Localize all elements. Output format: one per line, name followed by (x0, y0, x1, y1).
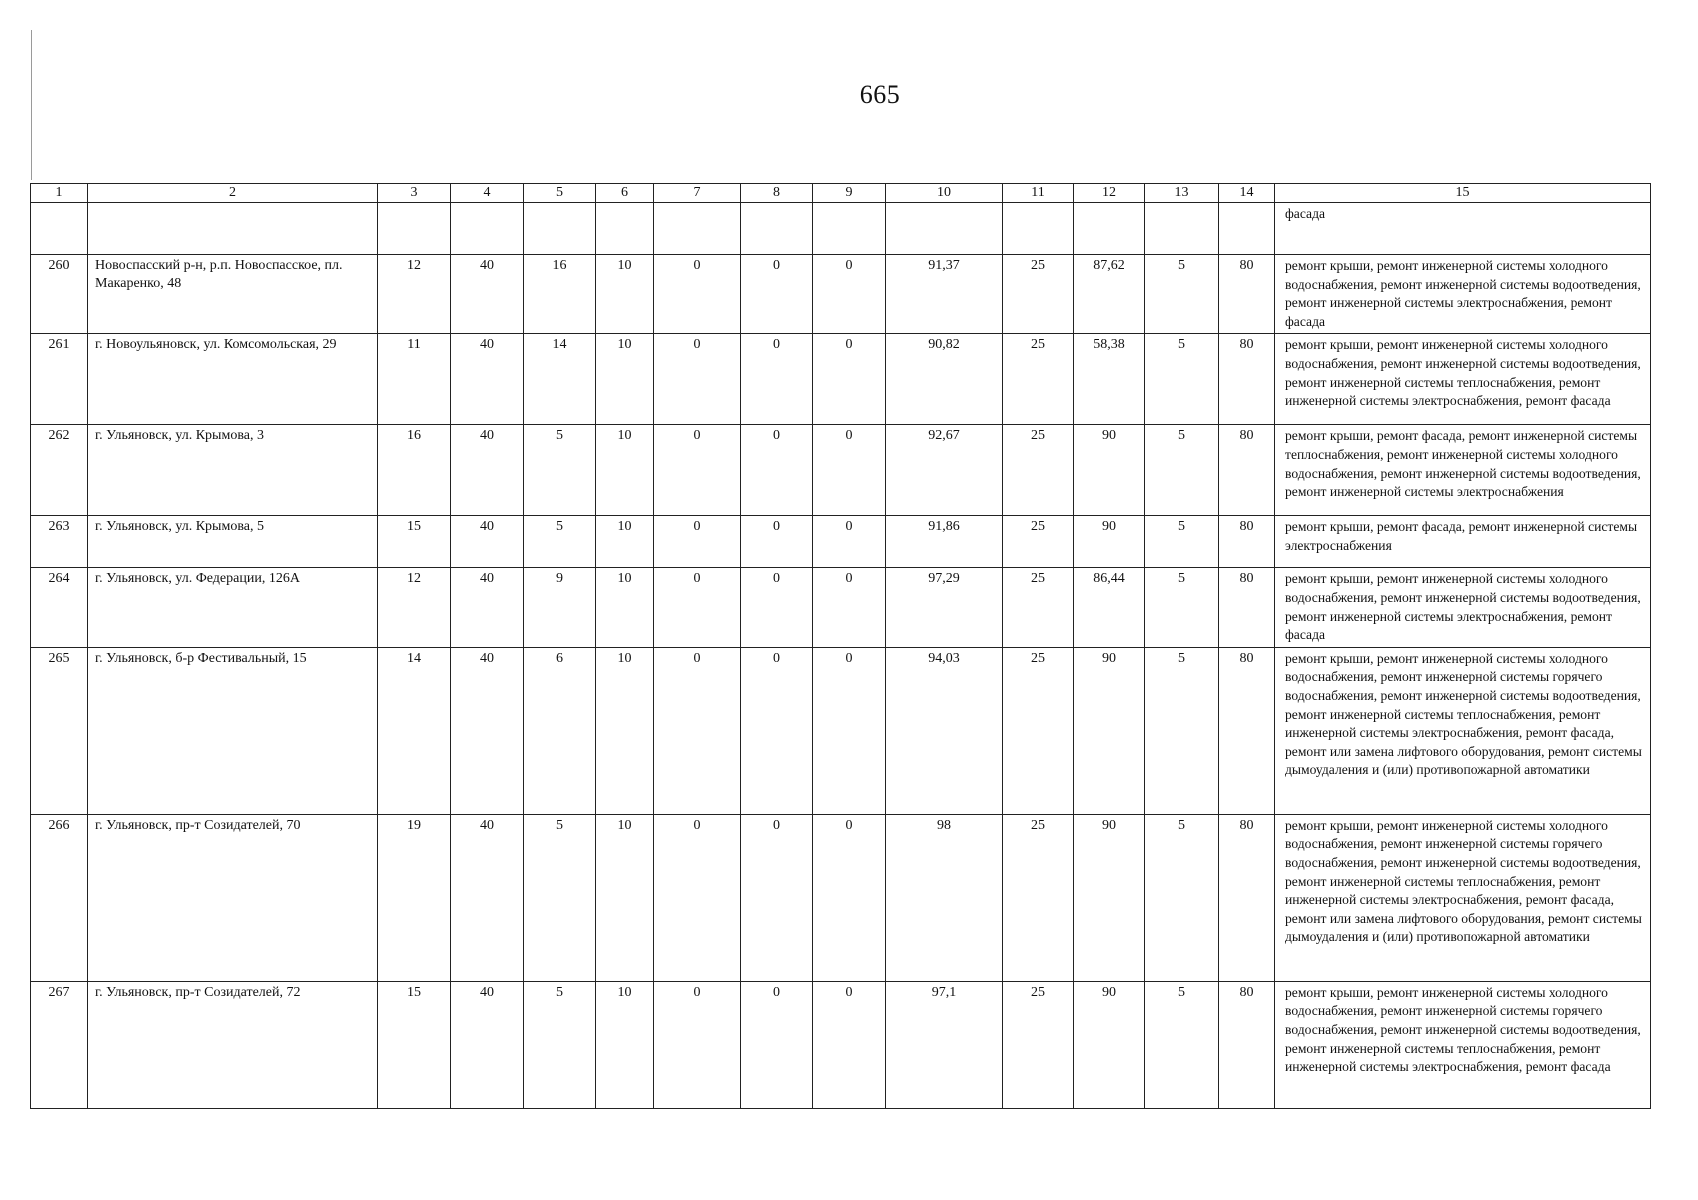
column-number: 15 (1275, 184, 1651, 203)
table-cell: 80 (1219, 981, 1275, 1108)
row-number: 263 (31, 516, 88, 568)
works-cell: ремонт крыши, ремонт инженерной системы холодного водоснабжения, ремонт инженерной системы горячего водоснабжения, ремонт инженерной системы водоотведения, ремонт инженерной системы теплоснабжения, ремонт инженерной системы электроснабжения, ремонт фасада, ремонт или замена лифтового оборудования, ремонт системы дымоудаления и (или) противопожарной автоматики (1275, 814, 1651, 981)
column-number: 2 (88, 184, 378, 203)
column-number: 5 (524, 184, 596, 203)
table-row (31, 334, 1651, 425)
table-cell: 86,44 (1074, 568, 1145, 647)
table-cell: 10 (596, 425, 654, 516)
table-cell: 40 (451, 255, 524, 334)
table-cell: 92,67 (886, 425, 1003, 516)
row-number: 260 (31, 255, 88, 334)
table-cell: 97,1 (886, 981, 1003, 1108)
table-cell: 0 (741, 425, 813, 516)
table-cell: 10 (596, 334, 654, 425)
table-cell (1219, 203, 1275, 255)
address-cell: Новоспасский р-н, р.п. Новоспасское, пл. Макаренко, 48 (88, 255, 378, 334)
column-number: 1 (31, 184, 88, 203)
works-cell: ремонт крыши, ремонт инженерной системы холодного водоснабжения, ремонт инженерной системы водоотведения, ремонт инженерной системы электроснабжения, ремонт фасада (1275, 255, 1651, 334)
table-row (31, 425, 1651, 516)
table-cell: 0 (813, 981, 886, 1108)
table-cell: 16 (378, 425, 451, 516)
works-cell: ремонт крыши, ремонт фасада, ремонт инженерной системы теплоснабжения, ремонт инженерной системы холодного водоснабжения, ремонт инженерной системы водоотведения, ремонт инженерной системы электроснабжения (1275, 425, 1651, 516)
address-cell: г. Ульяновск, пр-т Созидателей, 70 (88, 814, 378, 981)
column-number: 14 (1219, 184, 1275, 203)
table-cell (1145, 203, 1219, 255)
table-cell (31, 203, 88, 255)
table-cell: 80 (1219, 255, 1275, 334)
table-cell: 0 (654, 814, 741, 981)
table-cell: 5 (1145, 647, 1219, 814)
works-cell: ремонт крыши, ремонт инженерной системы холодного водоснабжения, ремонт инженерной системы горячего водоснабжения, ремонт инженерной системы водоотведения, ремонт инженерной системы теплоснабжения, ремонт инженерной системы электроснабжения, ремонт фасада (1275, 981, 1651, 1108)
table-cell (378, 203, 451, 255)
address-cell: г. Ульяновск, б-р Фестивальный, 15 (88, 647, 378, 814)
table-cell (88, 203, 378, 255)
table-cell (596, 203, 654, 255)
table-cell: 25 (1003, 568, 1074, 647)
table-cell: 6 (524, 647, 596, 814)
table-row (31, 516, 1651, 568)
address-cell: г. Ульяновск, ул. Крымова, 3 (88, 425, 378, 516)
table-cell: 9 (524, 568, 596, 647)
row-number: 262 (31, 425, 88, 516)
table-cell: 90 (1074, 516, 1145, 568)
table-cell: 80 (1219, 516, 1275, 568)
column-number: 10 (886, 184, 1003, 203)
table-cell: 90,82 (886, 334, 1003, 425)
table-cell: 0 (741, 568, 813, 647)
table-cell: 0 (813, 568, 886, 647)
table-cell: 25 (1003, 334, 1074, 425)
table-cell: 5 (1145, 516, 1219, 568)
table-cell: 87,62 (1074, 255, 1145, 334)
table-cell: 25 (1003, 255, 1074, 334)
column-number: 3 (378, 184, 451, 203)
table-cell: 25 (1003, 647, 1074, 814)
row-number: 264 (31, 568, 88, 647)
table-cell: 14 (524, 334, 596, 425)
table-cell: 0 (741, 647, 813, 814)
table-cell: 40 (451, 568, 524, 647)
table-cell: 90 (1074, 981, 1145, 1108)
table-cell: 10 (596, 814, 654, 981)
table-cell: 0 (813, 425, 886, 516)
works-cell: ремонт крыши, ремонт инженерной системы холодного водоснабжения, ремонт инженерной системы горячего водоснабжения, ремонт инженерной системы водоотведения, ремонт инженерной системы теплоснабжения, ремонт инженерной системы электроснабжения, ремонт фасада, ремонт или замена лифтового оборудования, ремонт системы дымоудаления и (или) противопожарной автоматики (1275, 647, 1651, 814)
table-cell: 0 (813, 647, 886, 814)
table-cell (741, 203, 813, 255)
row-number: 267 (31, 981, 88, 1108)
table-cell: 25 (1003, 425, 1074, 516)
table-cell: 10 (596, 516, 654, 568)
table-cell: 0 (813, 814, 886, 981)
table-cell: 0 (654, 255, 741, 334)
table-cell: 0 (741, 814, 813, 981)
works-cell: ремонт крыши, ремонт инженерной системы холодного водоснабжения, ремонт инженерной системы водоотведения, ремонт инженерной системы теплоснабжения, ремонт инженерной системы электроснабжения, ремонт фасада (1275, 334, 1651, 425)
table-cell: 15 (378, 516, 451, 568)
table-cell: 0 (741, 255, 813, 334)
table-cell: 15 (378, 981, 451, 1108)
address-cell: г. Ульяновск, ул. Федерации, 126А (88, 568, 378, 647)
table-cell: 40 (451, 516, 524, 568)
table-cell: 5 (1145, 981, 1219, 1108)
column-number: 7 (654, 184, 741, 203)
table-cell: 90 (1074, 814, 1145, 981)
table-cell: 0 (813, 255, 886, 334)
table-row (31, 814, 1651, 981)
table-cell: 0 (654, 568, 741, 647)
column-number: 8 (741, 184, 813, 203)
table-cell: 0 (654, 516, 741, 568)
table-cell: 12 (378, 255, 451, 334)
table-cell: 25 (1003, 516, 1074, 568)
table-cell (654, 203, 741, 255)
table-cell: 5 (1145, 568, 1219, 647)
table-cell (1074, 203, 1145, 255)
table-cell: 12 (378, 568, 451, 647)
works-cell: фасада (1275, 203, 1651, 255)
address-cell: г. Ульяновск, ул. Крымова, 5 (88, 516, 378, 568)
table-row (31, 255, 1651, 334)
table-cell: 16 (524, 255, 596, 334)
table-cell: 0 (654, 334, 741, 425)
repair-register-table (30, 183, 1651, 1109)
table-cell: 5 (1145, 425, 1219, 516)
row-number: 266 (31, 814, 88, 981)
table-cell: 97,29 (886, 568, 1003, 647)
table-cell: 25 (1003, 981, 1074, 1108)
table-cell: 40 (451, 647, 524, 814)
table-cell: 0 (654, 981, 741, 1108)
table-cell: 40 (451, 425, 524, 516)
table-cell: 80 (1219, 814, 1275, 981)
table-cell: 40 (451, 334, 524, 425)
address-cell: г. Новоульяновск, ул. Комсомольская, 29 (88, 334, 378, 425)
table-cell: 5 (1145, 334, 1219, 425)
table-cell: 0 (654, 425, 741, 516)
table-cell (1003, 203, 1074, 255)
table-cell: 10 (596, 981, 654, 1108)
table-cell: 80 (1219, 334, 1275, 425)
page-number: 665 (859, 80, 901, 109)
table-cell: 5 (524, 425, 596, 516)
table-cell: 58,38 (1074, 334, 1145, 425)
table-cell (524, 203, 596, 255)
table-cell: 5 (524, 981, 596, 1108)
row-number: 261 (31, 334, 88, 425)
table-cell: 91,37 (886, 255, 1003, 334)
table-cell: 19 (378, 814, 451, 981)
table-cell: 0 (741, 981, 813, 1108)
table-cell (886, 203, 1003, 255)
works-cell: ремонт крыши, ремонт инженерной системы холодного водоснабжения, ремонт инженерной системы водоотведения, ремонт инженерной системы электроснабжения, ремонт фасада (1275, 568, 1651, 647)
table-cell: 90 (1074, 647, 1145, 814)
table-cell: 0 (654, 647, 741, 814)
column-number: 12 (1074, 184, 1145, 203)
table-cell (451, 203, 524, 255)
table-cell: 14 (378, 647, 451, 814)
table-cell: 90 (1074, 425, 1145, 516)
table-cell: 5 (1145, 255, 1219, 334)
table-cell: 91,86 (886, 516, 1003, 568)
column-number-row (31, 184, 1651, 203)
row-number: 265 (31, 647, 88, 814)
table-cell: 10 (596, 568, 654, 647)
column-number: 13 (1145, 184, 1219, 203)
works-cell: ремонт крыши, ремонт фасада, ремонт инженерной системы электроснабжения (1275, 516, 1651, 568)
table-row (31, 981, 1651, 1108)
continuation-row (31, 203, 1651, 255)
table-cell: 40 (451, 814, 524, 981)
table-cell: 25 (1003, 814, 1074, 981)
table-cell: 5 (524, 814, 596, 981)
table-cell: 11 (378, 334, 451, 425)
table-cell: 0 (741, 334, 813, 425)
table-row (31, 568, 1651, 647)
table-row (31, 647, 1651, 814)
table-cell: 0 (741, 516, 813, 568)
column-number: 11 (1003, 184, 1074, 203)
column-number: 6 (596, 184, 654, 203)
table-cell: 10 (596, 647, 654, 814)
table-cell: 80 (1219, 568, 1275, 647)
table-cell: 80 (1219, 647, 1275, 814)
column-number: 4 (451, 184, 524, 203)
address-cell: г. Ульяновск, пр-т Созидателей, 72 (88, 981, 378, 1108)
table-cell: 94,03 (886, 647, 1003, 814)
table-cell: 0 (813, 516, 886, 568)
table-cell: 98 (886, 814, 1003, 981)
table-cell: 5 (1145, 814, 1219, 981)
table-cell: 0 (813, 334, 886, 425)
table-cell: 5 (524, 516, 596, 568)
table-cell: 40 (451, 981, 524, 1108)
table-cell: 10 (596, 255, 654, 334)
table-cell: 80 (1219, 425, 1275, 516)
column-number: 9 (813, 184, 886, 203)
table-cell (813, 203, 886, 255)
